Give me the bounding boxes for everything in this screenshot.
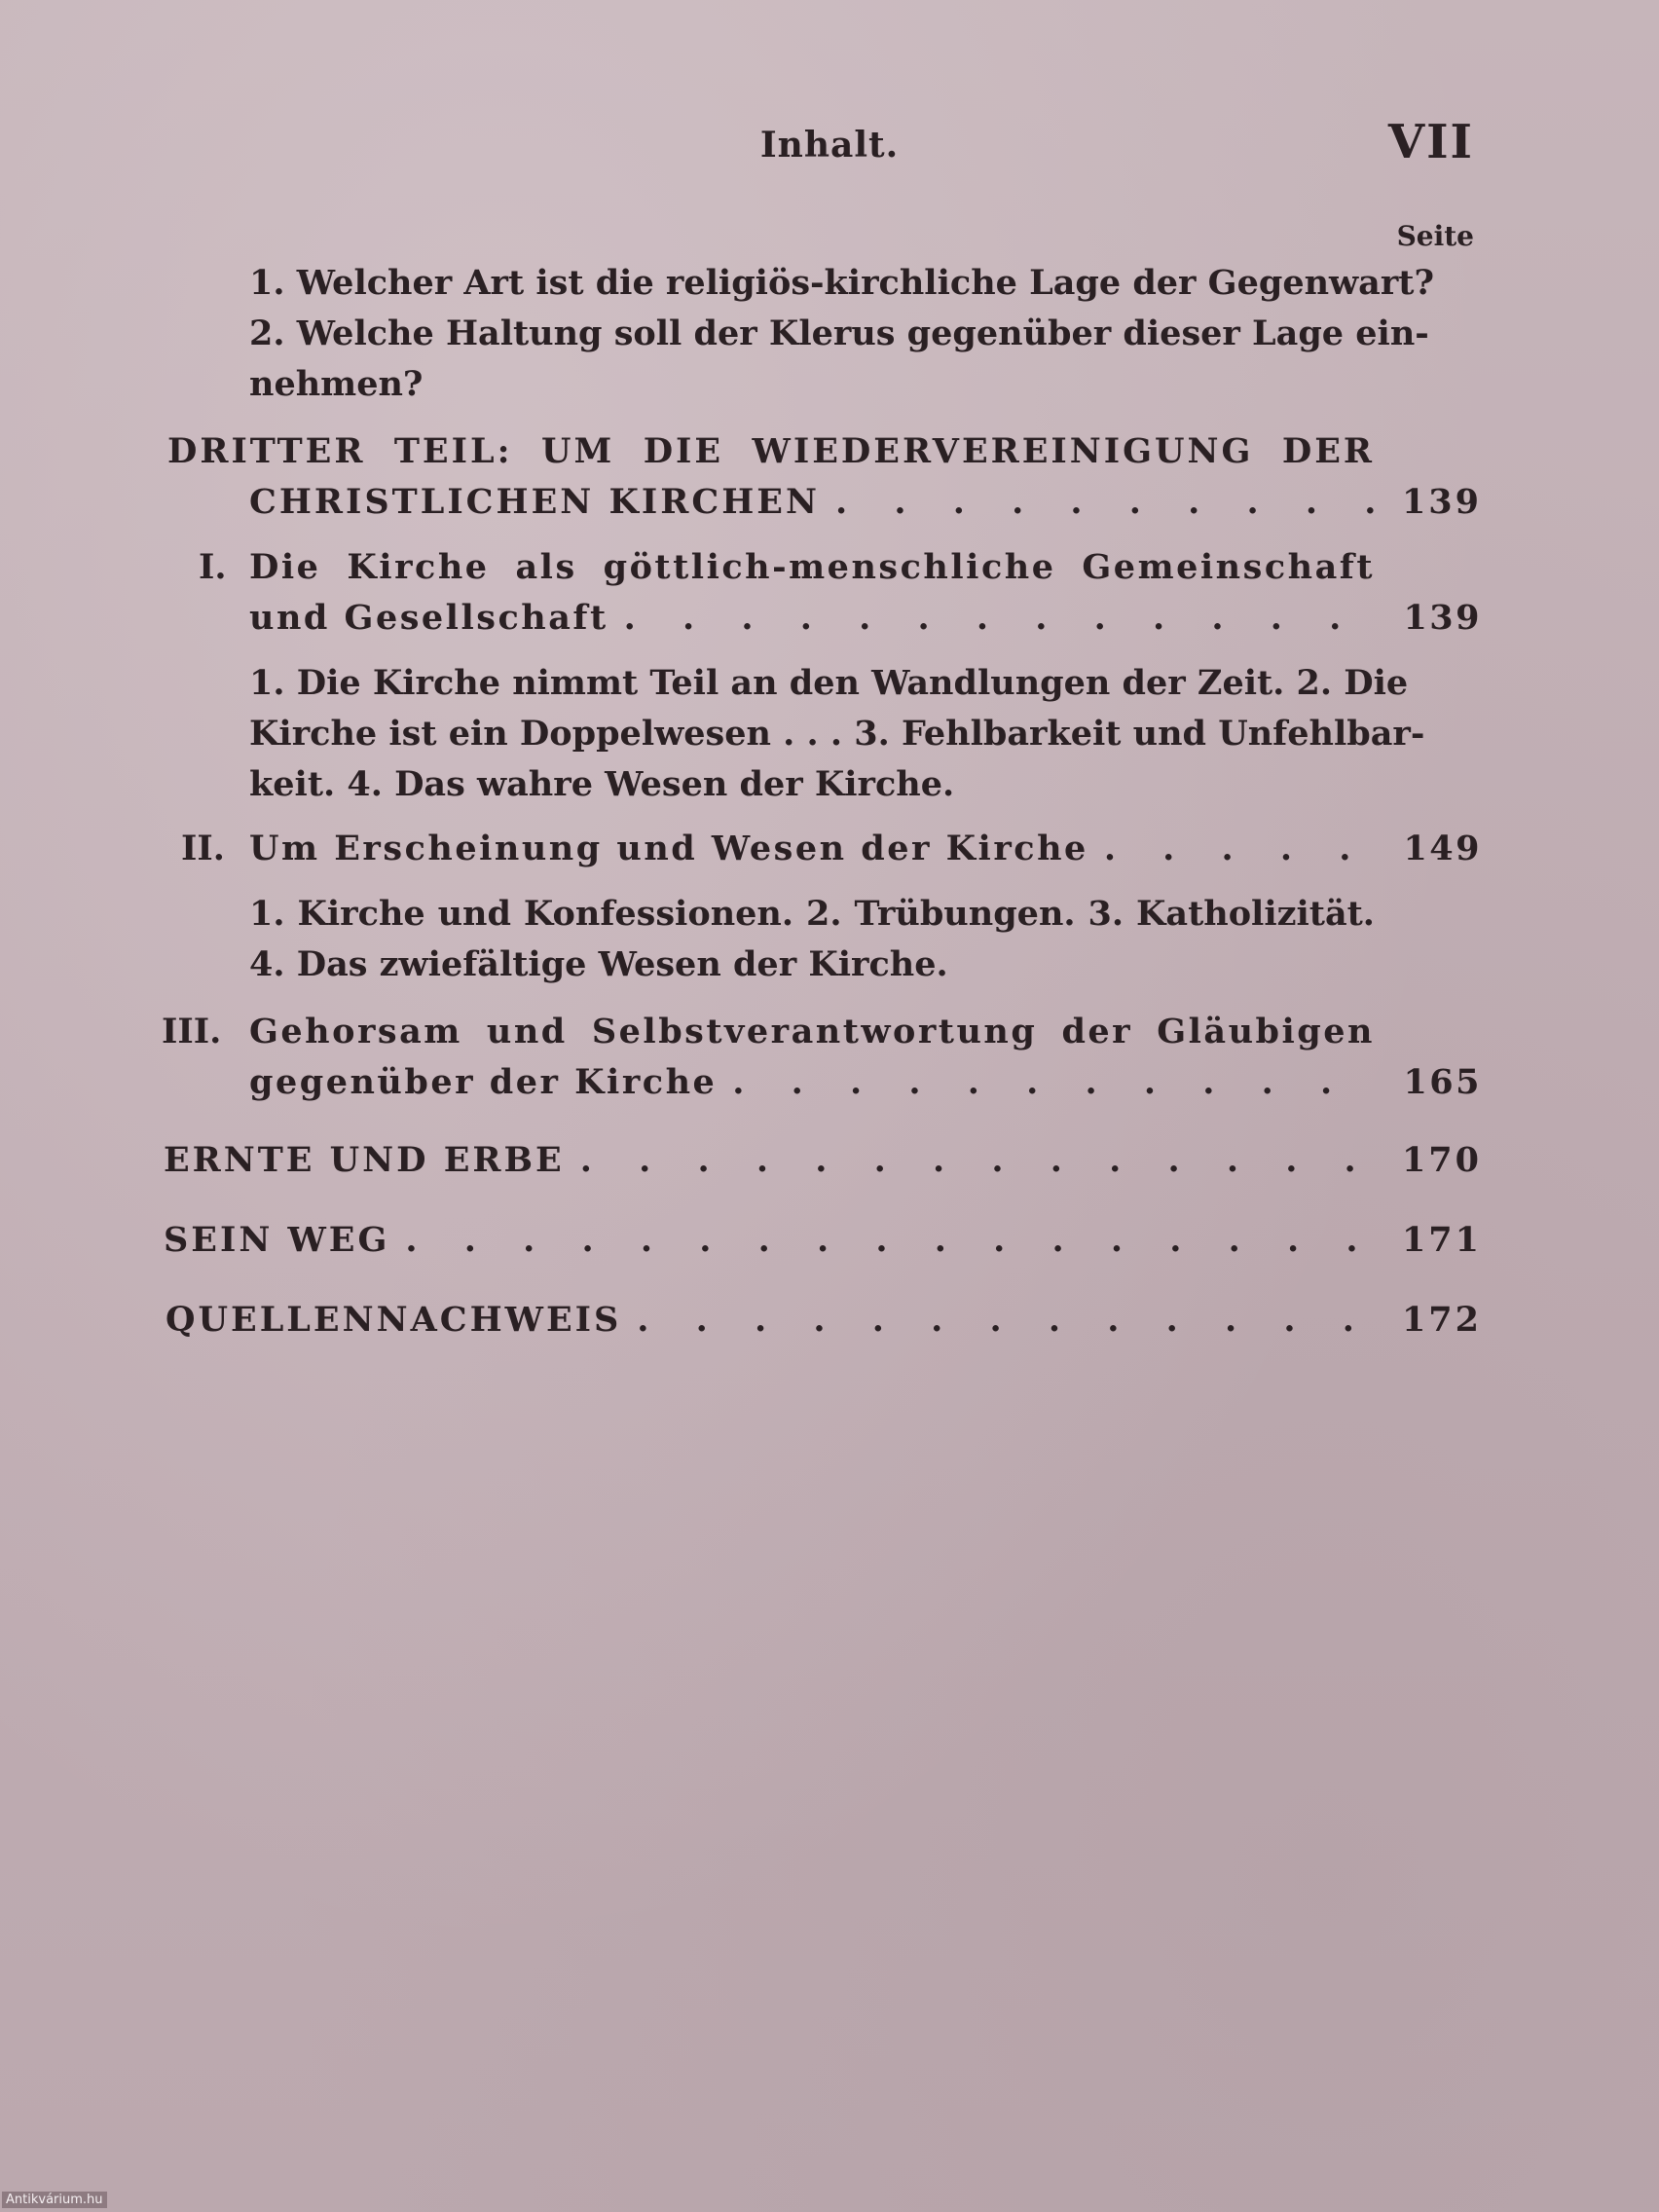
dot-leader bbox=[389, 1215, 1375, 1266]
toc-entry-page: 172 bbox=[1401, 1300, 1482, 1340]
toc-entry-label: QUELLENNACHWEIS bbox=[166, 1300, 622, 1340]
seite-column-label: Seite bbox=[1396, 220, 1474, 252]
page-title: Inhalt. bbox=[759, 125, 900, 166]
section-2-sub-line-1: 1. Kirche und Konfessionen. 2. Trübungen. 3. Katholizität. bbox=[249, 894, 1375, 934]
dot-leader bbox=[1088, 824, 1375, 874]
section-1-title: Die Kirche als göttlich-menschliche Gemeinschaft bbox=[249, 547, 1375, 587]
dot-leader bbox=[621, 1295, 1375, 1346]
toc-entry-label: ERNTE UND ERBE bbox=[164, 1140, 565, 1180]
section-2-entry bbox=[249, 824, 1482, 874]
dritter-teil-entry bbox=[249, 477, 1482, 528]
toc-entry-label: SEIN WEG bbox=[164, 1220, 390, 1260]
page-number: VII bbox=[1387, 115, 1474, 169]
section-3-numeral: III. bbox=[162, 1012, 222, 1051]
dot-leader bbox=[717, 1057, 1375, 1108]
section-2-sub-line-2: 4. Das zwiefältige Wesen der Kirche. bbox=[249, 944, 948, 984]
section-2-label: Um Erscheinung und Wesen der Kirche bbox=[249, 829, 1088, 868]
toc-entry-quellennachweis bbox=[166, 1295, 1482, 1346]
dritter-teil-label: CHRISTLICHEN KIRCHEN bbox=[249, 482, 820, 522]
section-1-sub-line-2: Kirche ist ein Doppelwesen . . . 3. Fehlbarkeit und Unfehlbar- bbox=[249, 714, 1425, 754]
section-3-label: gegenüber der Kirche bbox=[249, 1062, 718, 1102]
toc-entry-sein-weg bbox=[164, 1215, 1482, 1266]
section-1-numeral: I. bbox=[199, 547, 227, 587]
section-1-label: und Gesellschaft bbox=[249, 598, 608, 638]
section-2-numeral: II. bbox=[181, 829, 225, 868]
section-1-sub-line-1: 1. Die Kirche nimmt Teil an den Wandlungen der Zeit. 2. Die bbox=[249, 663, 1409, 703]
toc-entry-page: 170 bbox=[1401, 1140, 1482, 1180]
section-1-entry bbox=[249, 593, 1482, 644]
section-1-page: 139 bbox=[1403, 598, 1482, 638]
intro-line-1: 1. Welcher Art ist die religiös-kirchliche Lage der Gegenwart? bbox=[249, 263, 1434, 303]
toc-entry-ernte bbox=[164, 1135, 1482, 1186]
section-3-title: Gehorsam und Selbstverantwortung der Gläubigen bbox=[249, 1012, 1375, 1051]
section-1-sub-line-3: keit. 4. Das wahre Wesen der Kirche. bbox=[249, 764, 955, 804]
section-2-page: 149 bbox=[1403, 829, 1482, 868]
dot-leader bbox=[608, 593, 1375, 644]
intro-line-2: 2. Welche Haltung soll der Klerus gegenüber dieser Lage ein- bbox=[249, 313, 1429, 353]
section-3-entry bbox=[249, 1057, 1482, 1108]
intro-line-3: nehmen? bbox=[249, 364, 424, 404]
dritter-teil-page: 139 bbox=[1401, 482, 1482, 522]
toc-entry-page: 171 bbox=[1401, 1220, 1482, 1260]
section-3-page: 165 bbox=[1403, 1062, 1482, 1102]
dot-leader bbox=[820, 477, 1375, 528]
dot-leader bbox=[565, 1135, 1375, 1186]
watermark: Antikvárium.hu bbox=[2, 2192, 107, 2208]
dritter-teil-heading: DRITTER TEIL: UM DIE WIEDERVEREINIGUNG DER bbox=[167, 431, 1375, 471]
